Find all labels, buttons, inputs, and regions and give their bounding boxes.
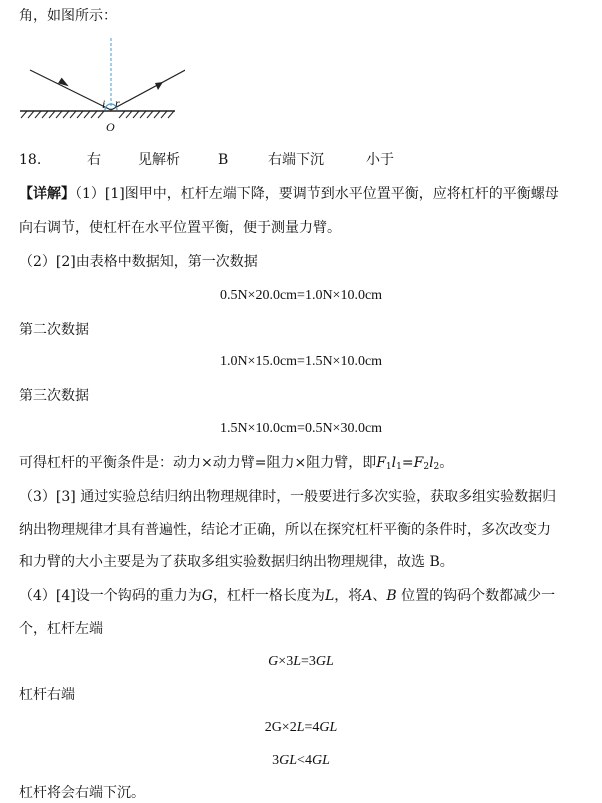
explain-p3-line3: 和力臂的大小主要是为了获取多组实验数据归纳出物理规律，故选 B。 — [19, 554, 454, 570]
explain-p2: （2）[2]由表格中数据知，第一次数据 — [19, 254, 258, 270]
explain-p1-line1: （1）[1]图甲中，杠杆左端下降，要调节到水平位置平衡，应将杠杆的平衡螺母 — [75, 186, 559, 202]
angle-r-label: r — [115, 96, 120, 110]
balance-formula: $F_1l_1=F_2l_2$。 — [376, 455, 454, 472]
explain-tag: 【详解】 — [19, 186, 75, 202]
incident-ray — [30, 70, 111, 110]
equation-4: G×3L=3GL — [268, 654, 334, 669]
angle-i-label: i — [102, 97, 106, 111]
label-third-data: 第三次数据 — [19, 388, 89, 404]
question-number: 18. — [19, 152, 42, 168]
equation-6: 3GL<4GL — [272, 753, 330, 768]
answer-1: 右 — [87, 152, 101, 168]
explain-p4-line2: 个，杠杆左端 — [19, 621, 103, 637]
explain-p3-line2: 纳出物理规律才具有普遍性，结论才正确，所以在探究杠杆平衡的条件时，多次改变力 — [19, 522, 551, 538]
answer-3: B — [218, 152, 229, 168]
explain-p1-line2: 向右调节，使杠杆在水平位置平衡，便于测量力臂。 — [19, 220, 341, 236]
label-right-end: 杠杆右端 — [19, 687, 75, 703]
intro-text: 角，如图所示： — [19, 8, 117, 24]
conclusion-text: 可得杠杆的平衡条件是：动力×动力臂=阻力×阻力臂，即 — [19, 455, 377, 471]
equation-2: 1.0N×15.0cm=1.5N×10.0cm — [219, 354, 383, 369]
explain-p4-line1: （4）[4]设一个钩码的重力为G，杠杆一格长度为L，将A、B 位置的钩码个数都减少一 — [19, 588, 556, 604]
equation-3: 1.5N×10.0cm=0.5N×30.0cm — [219, 421, 383, 436]
answer-5: 小于 — [366, 152, 394, 168]
reflected-ray — [111, 68, 185, 110]
equation-1: 0.5N×20.0cm=1.0N×10.0cm — [219, 288, 383, 303]
reflection-diagram — [15, 38, 185, 138]
explain-paragraph-1 — [19, 185, 559, 203]
mirror-hatching — [21, 111, 174, 118]
answer-4: 右端下沉 — [268, 152, 324, 168]
answer-2: 见解析 — [138, 152, 180, 168]
conclusion-line — [19, 454, 453, 472]
point-o-label: O — [106, 120, 115, 134]
label-second-data: 第二次数据 — [19, 322, 89, 338]
explain-p3-line1: （3）[3] 通过实验总结归纳出物理规律时，一般要进行多次实验，获取多组实验数据归 — [19, 489, 557, 505]
equation-5: 2G×2L=4GL — [264, 720, 338, 735]
final-conclusion: 杠杆将会右端下沉。 — [19, 785, 145, 801]
